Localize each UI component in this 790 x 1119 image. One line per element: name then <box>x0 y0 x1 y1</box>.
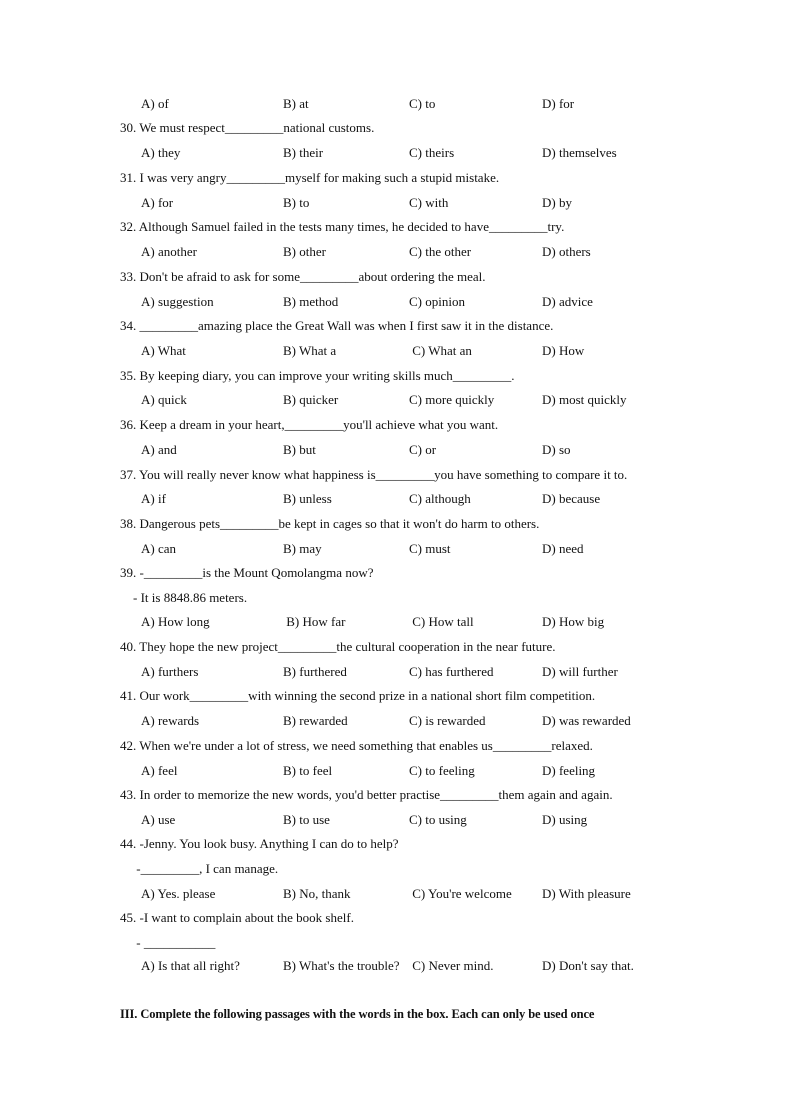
answer-option: A) Is that all right? <box>141 958 240 973</box>
answer-option: A) feel <box>141 763 178 778</box>
answer-option: D) was rewarded <box>542 713 631 728</box>
answer-option: C) must <box>409 541 451 556</box>
answer-option: D) others <box>542 244 591 259</box>
answer-option: B) but <box>283 442 316 457</box>
answer-option: D) advice <box>542 294 593 309</box>
question-line: 34. _________amazing place the Great Wall was when I first saw it in the distance. <box>120 318 554 333</box>
question-line: 37. You will really never know what happiness is_________you have something to compare it to. <box>120 467 628 482</box>
answer-option: A) if <box>141 491 166 506</box>
answer-option: C) has furthered <box>409 664 494 679</box>
question-line: 39. -_________is the Mount Qomolangma now? <box>120 565 374 580</box>
answer-option: A) suggestion <box>141 294 214 309</box>
answer-option: D) How big <box>542 614 605 629</box>
answer-option: A) another <box>141 244 197 259</box>
answer-option: D) for <box>542 96 575 111</box>
question-line: 33. Don't be afraid to ask for some_________about ordering the meal. <box>120 269 486 284</box>
answer-option: D) by <box>542 195 572 210</box>
question-line: - It is 8848.86 meters. <box>120 590 248 605</box>
answer-option: C) theirs <box>409 145 455 160</box>
question-line: 38. Dangerous pets_________be kept in cages so that it won't do harm to others. <box>120 516 540 531</box>
answer-option: C) You're welcome <box>409 886 512 901</box>
answer-option: C) more quickly <box>409 392 495 407</box>
answer-option: C) to feeling <box>409 763 475 778</box>
answer-option: A) What <box>141 343 186 358</box>
question-line: 41. Our work_________with winning the second prize in a national short film competition. <box>120 688 596 703</box>
question-line: 40. They hope the new project_________the cultural cooperation in the near future. <box>120 639 556 654</box>
answer-option: D) Don't say that. <box>542 958 634 973</box>
answer-option: D) so <box>542 442 571 457</box>
answer-option: B) rewarded <box>283 713 348 728</box>
answer-option: C) is rewarded <box>409 713 486 728</box>
answer-option: D) because <box>542 491 601 506</box>
answer-option: A) How long <box>141 614 210 629</box>
answer-option: C) How tall <box>409 614 474 629</box>
answer-option: A) they <box>141 145 181 160</box>
answer-option: C) Never mind. <box>409 958 494 973</box>
section-heading: III. Complete the following passages with the words in the box. Each can only be used once <box>120 1007 595 1021</box>
answer-option: A) of <box>141 96 169 111</box>
answer-option: B) method <box>283 294 339 309</box>
answer-option: A) for <box>141 195 174 210</box>
answer-option: C) or <box>409 442 437 457</box>
answer-option: B) other <box>283 244 326 259</box>
answer-option: B) to use <box>283 812 330 827</box>
answer-option: B) quicker <box>283 392 339 407</box>
answer-option: C) opinion <box>409 294 465 309</box>
question-line: 31. I was very angry_________myself for making such a stupid mistake. <box>120 170 500 185</box>
answer-option: B) their <box>283 145 324 160</box>
answer-option: B) furthered <box>283 664 347 679</box>
answer-option: B) What a <box>283 343 337 358</box>
answer-option: B) may <box>283 541 322 556</box>
answer-option: C) with <box>409 195 449 210</box>
answer-option: B) How far <box>283 614 346 629</box>
question-line: 36. Keep a dream in your heart,_________you'll achieve what you want. <box>120 417 499 432</box>
answer-option: B) to feel <box>283 763 333 778</box>
question-line: 45. -I want to complain about the book shelf. <box>120 910 354 925</box>
answer-option: A) rewards <box>141 713 200 728</box>
answer-option: D) using <box>542 812 588 827</box>
question-line: 44. -Jenny. You look busy. Anything I can do to help? <box>120 836 399 851</box>
answer-option: A) Yes. please <box>141 886 216 901</box>
question-line: 30. We must respect_________national customs. <box>120 120 375 135</box>
answer-option: D) themselves <box>542 145 617 160</box>
answer-option: B) to <box>283 195 310 210</box>
answer-option: C) to using <box>409 812 467 827</box>
answer-option: C) to <box>409 96 436 111</box>
answer-option: D) will further <box>542 664 618 679</box>
answer-option: D) With pleasure <box>542 886 631 901</box>
question-line: - ___________ <box>120 935 216 950</box>
answer-option: A) and <box>141 442 177 457</box>
question-line: 35. By keeping diary, you can improve your writing skills much_________. <box>120 368 515 383</box>
answer-option: C) although <box>409 491 471 506</box>
answer-option: C) What an <box>409 343 472 358</box>
answer-option: B) at <box>283 96 309 111</box>
answer-option: D) How <box>542 343 585 358</box>
answer-option: A) can <box>141 541 177 556</box>
answer-option: D) need <box>542 541 584 556</box>
answer-option: B) unless <box>283 491 332 506</box>
answer-option: B) What's the trouble? <box>283 958 400 973</box>
answer-option: C) the other <box>409 244 472 259</box>
question-line: 42. When we're under a lot of stress, we need something that enables us_________relaxed. <box>120 738 593 753</box>
answer-option: A) quick <box>141 392 187 407</box>
question-line: 32. Although Samuel failed in the tests many times, he decided to have_________try. <box>120 219 565 234</box>
answer-option: D) feeling <box>542 763 596 778</box>
question-line: 43. In order to memorize the new words, you'd better practise_________them again and again. <box>120 787 613 802</box>
answer-option: A) use <box>141 812 176 827</box>
question-line: -_________, I can manage. <box>120 861 279 876</box>
answer-option: D) most quickly <box>542 392 627 407</box>
answer-option: B) No, thank <box>283 886 351 901</box>
answer-option: A) furthers <box>141 664 199 679</box>
